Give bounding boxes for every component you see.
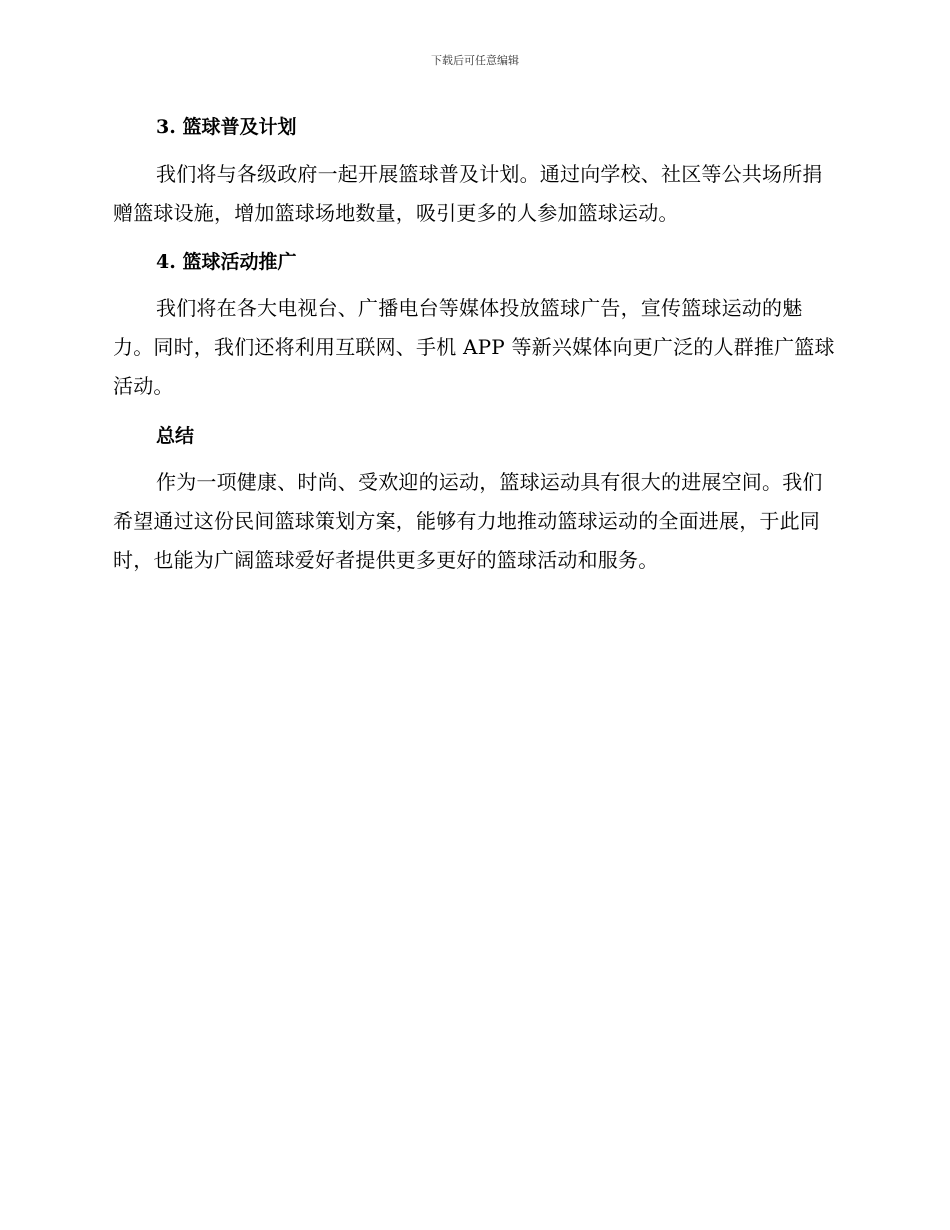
section-paragraph-basketball-popularization: 我们将与各级政府一起开展篮球普及计划。通过向学校、社区等公共场所捐赠篮球设施，增加篮球场地数量，吸引更多的人参加篮球运动。 <box>113 162 823 225</box>
section-paragraph-summary: 作为一项健康、时尚、受欢迎的运动，篮球运动具有很大的进展空间。我们希望通过这份民间篮球策划方案，能够有力地推动篮球运动的全面进展，于此同时，也能为广阔篮球爱好者提供更多更好的篮球活动和服务。 <box>113 470 823 572</box>
page-header: 下载后可任意编辑 <box>431 54 519 67</box>
document-body <box>113 112 837 580</box>
section-heading-summary: 总结 <box>156 425 195 447</box>
section-paragraph-basketball-promotion: 我们将在各大电视台、广播电台等媒体投放篮球广告，宣传篮球运动的魅力。同时，我们还将利用互联网、手机 APP 等新兴媒体向更广泛的人群推广篮球活动。 <box>113 296 835 398</box>
section-heading-basketball-popularization: 3. 篮球普及计划 <box>156 116 297 138</box>
section-heading-basketball-promotion: 4. 篮球活动推广 <box>156 251 297 273</box>
